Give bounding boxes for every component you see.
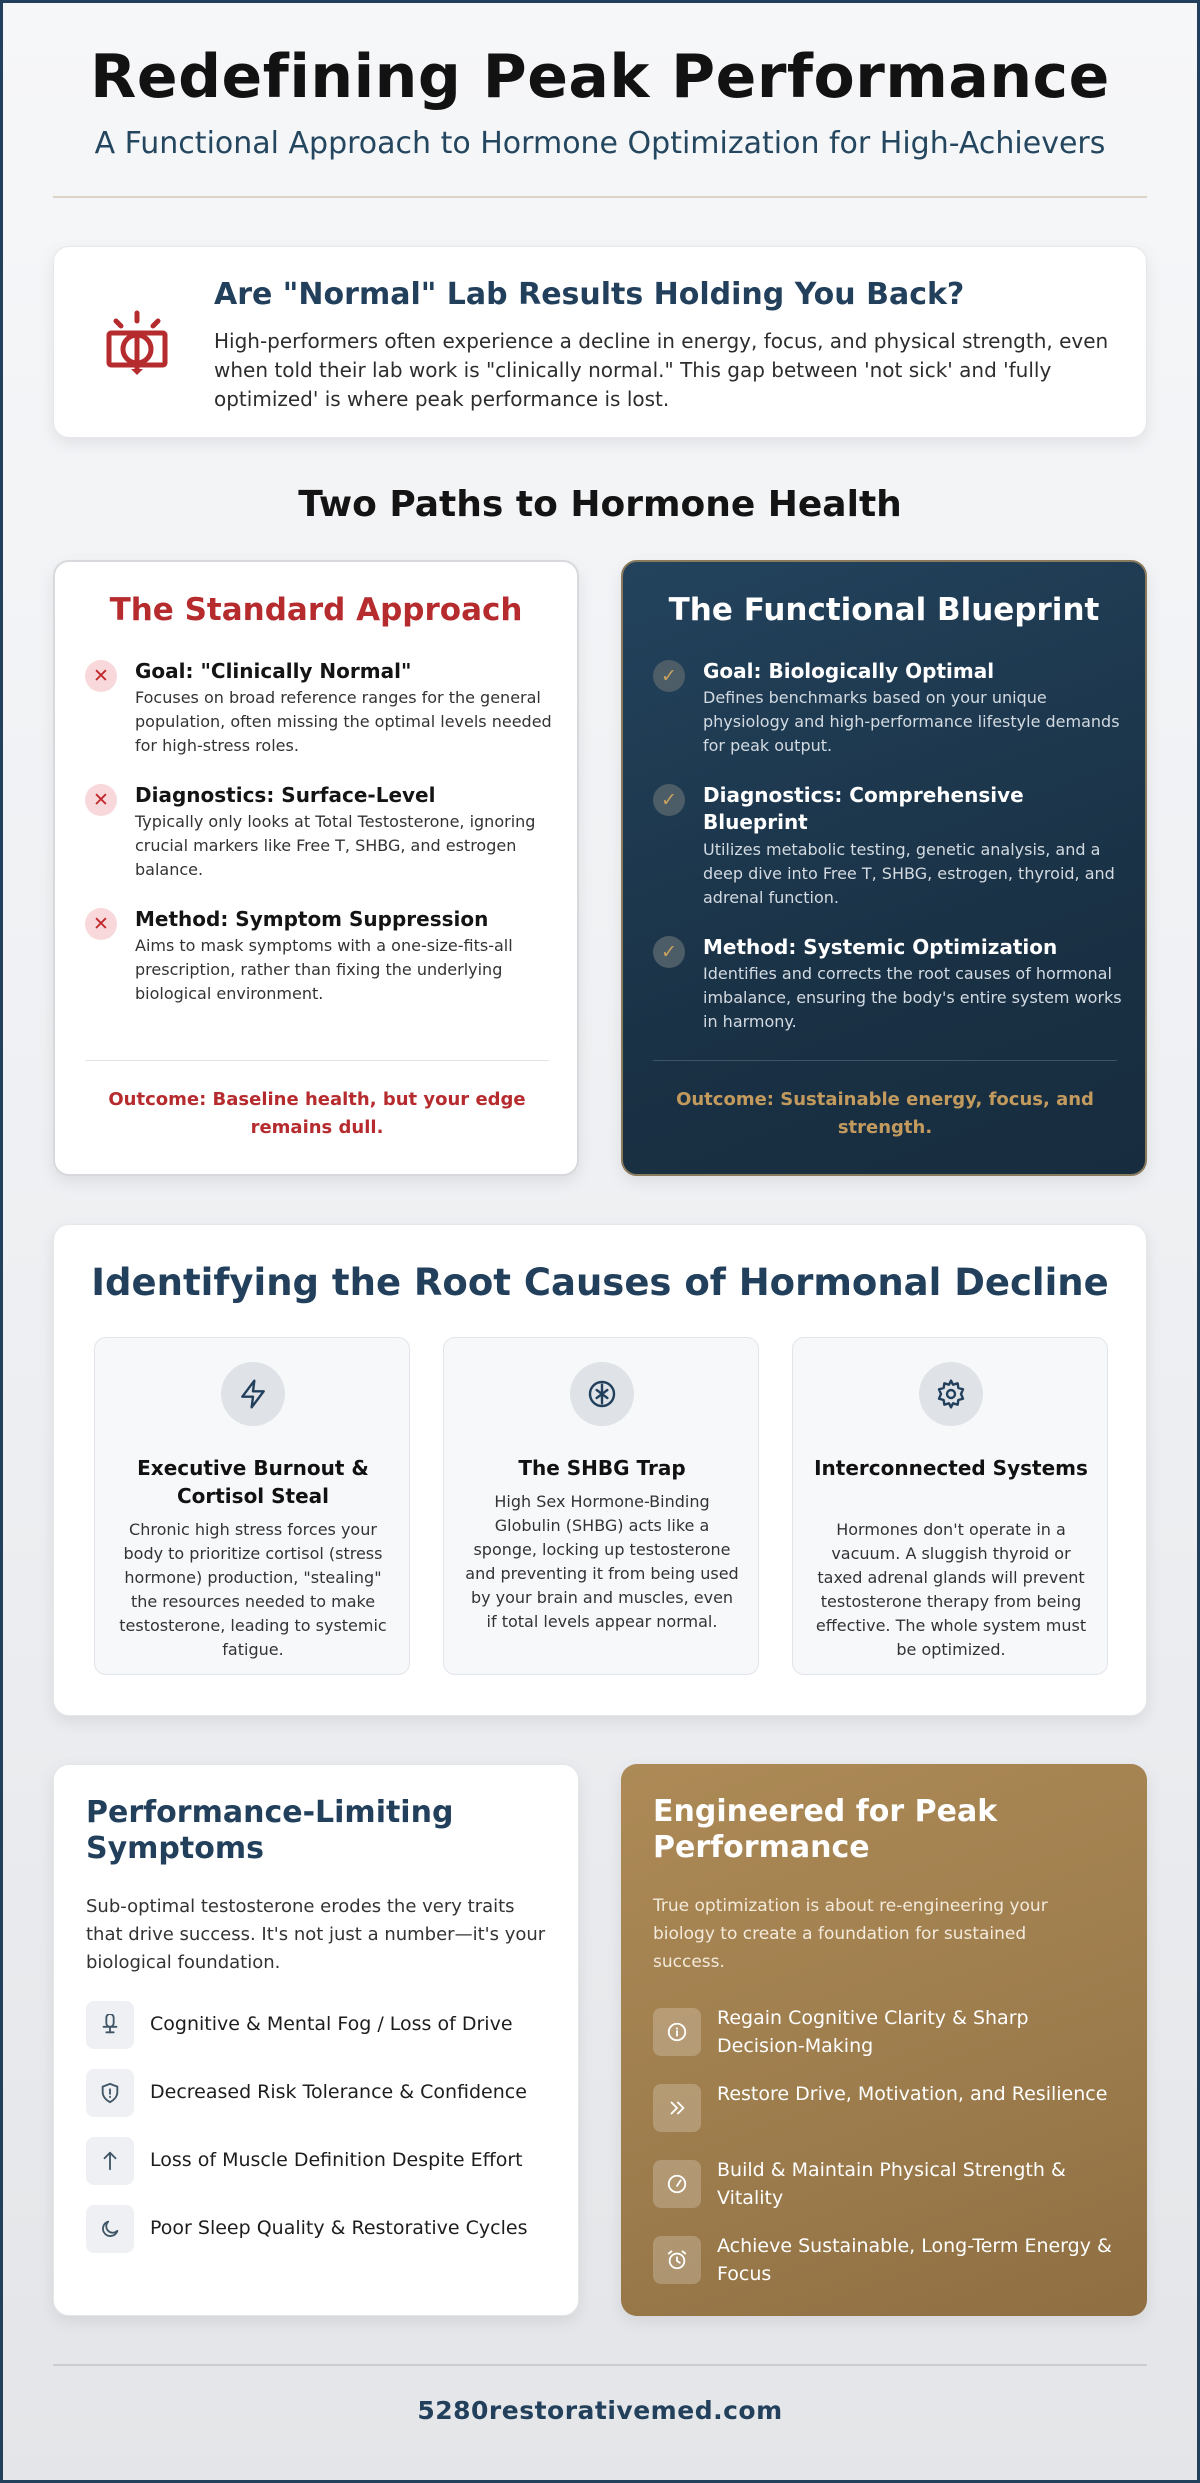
item-body: Focuses on broad reference ranges for the general population, often missing the optimal levels needed for high-stress roles. (135, 688, 552, 755)
shield-alert-icon (86, 2069, 134, 2117)
benefit-item (653, 2156, 1123, 2212)
root-cause-title: The SHBG Trap (518, 1456, 686, 1480)
symptoms-text: Sub-optimal testosterone erodes the very traits that drive success. It's not just a number—it's your biological foundation. (86, 1896, 546, 1973)
root-cause-burnout (94, 1337, 410, 1675)
gauge-warning-icon (102, 309, 172, 379)
symptom-item (86, 2205, 566, 2253)
symptom-label: Decreased Risk Tolerance & Confidence (150, 2081, 527, 2103)
x-icon: ✕ (85, 660, 117, 692)
item-body: Aims to mask symptoms with a one-size-fits-all prescription, rather than fixing the underlying biological environment. (135, 936, 513, 1003)
root-cause-title: Executive Burnout & Cortisol Steal (137, 1456, 369, 1508)
item-heading: Method: Systemic Optimization (703, 935, 1058, 959)
gear-icon (919, 1362, 983, 1426)
benefit-item (653, 2080, 1123, 2136)
check-icon: ✓ (653, 936, 685, 968)
symptoms-card (53, 1764, 579, 2316)
lightning-icon (221, 1362, 285, 1426)
benefit-label: Regain Cognitive Clarity & Sharp Decision-Making (717, 2007, 1029, 2057)
symptom-item (86, 2137, 566, 2185)
functional-divider (653, 1060, 1117, 1061)
benefits-card (621, 1764, 1147, 2316)
symptom-label: Poor Sleep Quality & Restorative Cycles (150, 2217, 528, 2239)
footer-divider (53, 2364, 1147, 2366)
check-icon: ✓ (653, 660, 685, 692)
symptom-item (86, 2001, 566, 2049)
item-body: Utilizes metabolic testing, genetic analysis, and a deep dive into Free T, SHBG, estrogen, thyroid, and adrenal function. (703, 840, 1115, 907)
root-causes-card (53, 1224, 1147, 1716)
x-icon: ✕ (85, 784, 117, 816)
double-chevron-icon (653, 2084, 701, 2132)
root-cause-systems (792, 1337, 1108, 1675)
alarm-clock-icon (653, 2236, 701, 2284)
check-icon: ✓ (653, 784, 685, 816)
item-heading: Diagnostics: Comprehensive Blueprint (703, 783, 1024, 834)
intro-title: Are "Normal" Lab Results Holding You Back? (214, 277, 965, 312)
root-cause-text: Chronic high stress forces your body to prioritize cortisol (stress hormone) production, "stealing" the resources needed to make testosterone, leading to systemic fatigue. (119, 1520, 387, 1659)
page-title: Redefining Peak Performance (90, 42, 1110, 112)
benefit-label: Restore Drive, Motivation, and Resilience (717, 2083, 1108, 2105)
item-heading: Diagnostics: Surface-Level (135, 783, 436, 807)
symptoms-title: Performance-Limiting Symptoms (86, 1795, 454, 1866)
symptom-item (86, 2069, 566, 2117)
root-cause-text: High Sex Hormone-Binding Globulin (SHBG) acts like a sponge, locking up testosterone and preventing it from being used by your brain and muscles, even if total levels appear normal. (465, 1492, 739, 1631)
item-heading: Goal: "Clinically Normal" (135, 659, 412, 683)
benefit-label: Achieve Sustainable, Long-Term Energy & Focus (717, 2235, 1112, 2285)
benefit-item (653, 2232, 1123, 2288)
benefit-label: Build & Maintain Physical Strength & Vitality (717, 2159, 1066, 2209)
benefits-title: Engineered for Peak Performance (653, 1794, 998, 1865)
moon-icon (86, 2205, 134, 2253)
functional-blueprint-card (621, 560, 1147, 1176)
intro-card (53, 246, 1147, 438)
symptom-label: Cognitive & Mental Fog / Loss of Drive (150, 2013, 513, 2035)
standard-title: The Standard Approach (109, 592, 523, 628)
benefit-item (653, 2004, 1123, 2060)
root-cause-text: Hormones don't operate in a vacuum. A sluggish thyroid or taxed adrenal glands will prevent testosterone therapy from being effective. The whole system must be optimized. (815, 1520, 1087, 1659)
item-body: Typically only looks at Total Testosterone, ignoring crucial markers like Free T, SHBG, and estrogen balance. (135, 812, 536, 879)
functional-title: The Functional Blueprint (668, 592, 1100, 628)
footer-website[interactable]: 5280restorativemed.com (417, 2396, 783, 2425)
item-body: Identifies and corrects the root causes of hormonal imbalance, ensuring the body's entire system works in harmony. (703, 964, 1122, 1031)
arrow-up-icon (86, 2137, 134, 2185)
x-icon: ✕ (85, 908, 117, 940)
standard-divider (85, 1060, 549, 1061)
item-body: Defines benchmarks based on your unique physiology and high-performance lifestyle demands for peak output. (703, 688, 1120, 755)
root-causes-title: Identifying the Root Causes of Hormonal Decline (91, 1261, 1109, 1304)
lock-coin-icon (570, 1362, 634, 1426)
item-heading: Goal: Biologically Optimal (703, 659, 995, 683)
benefits-text: True optimization is about re-engineering your biology to create a foundation for sustained success. (653, 1896, 1048, 1972)
functional-outcome: Outcome: Sustainable energy, focus, and strength. (676, 1089, 1094, 1138)
standard-approach-card (53, 560, 579, 1176)
header-divider (53, 196, 1147, 198)
paths-title: Two Paths to Hormone Health (298, 484, 902, 525)
page-subtitle: A Functional Approach to Hormone Optimization for High-Achievers (94, 126, 1106, 161)
intro-text: High-performers often experience a decline in energy, focus, and physical strength, even when told their lab work is "clinically normal." This gap between 'not sick' and 'fully optimized' is where peak performance is lost. (214, 329, 1109, 411)
brain-icon (86, 2001, 134, 2049)
standard-outcome: Outcome: Baseline health, but your edge remains dull. (108, 1089, 526, 1138)
info-circle-icon (653, 2008, 701, 2056)
root-cause-title: Interconnected Systems (814, 1456, 1088, 1480)
item-heading: Method: Symptom Suppression (135, 907, 489, 931)
root-cause-shbg (443, 1337, 759, 1675)
speedometer-icon (653, 2160, 701, 2208)
symptom-label: Loss of Muscle Definition Despite Effort (150, 2149, 523, 2171)
